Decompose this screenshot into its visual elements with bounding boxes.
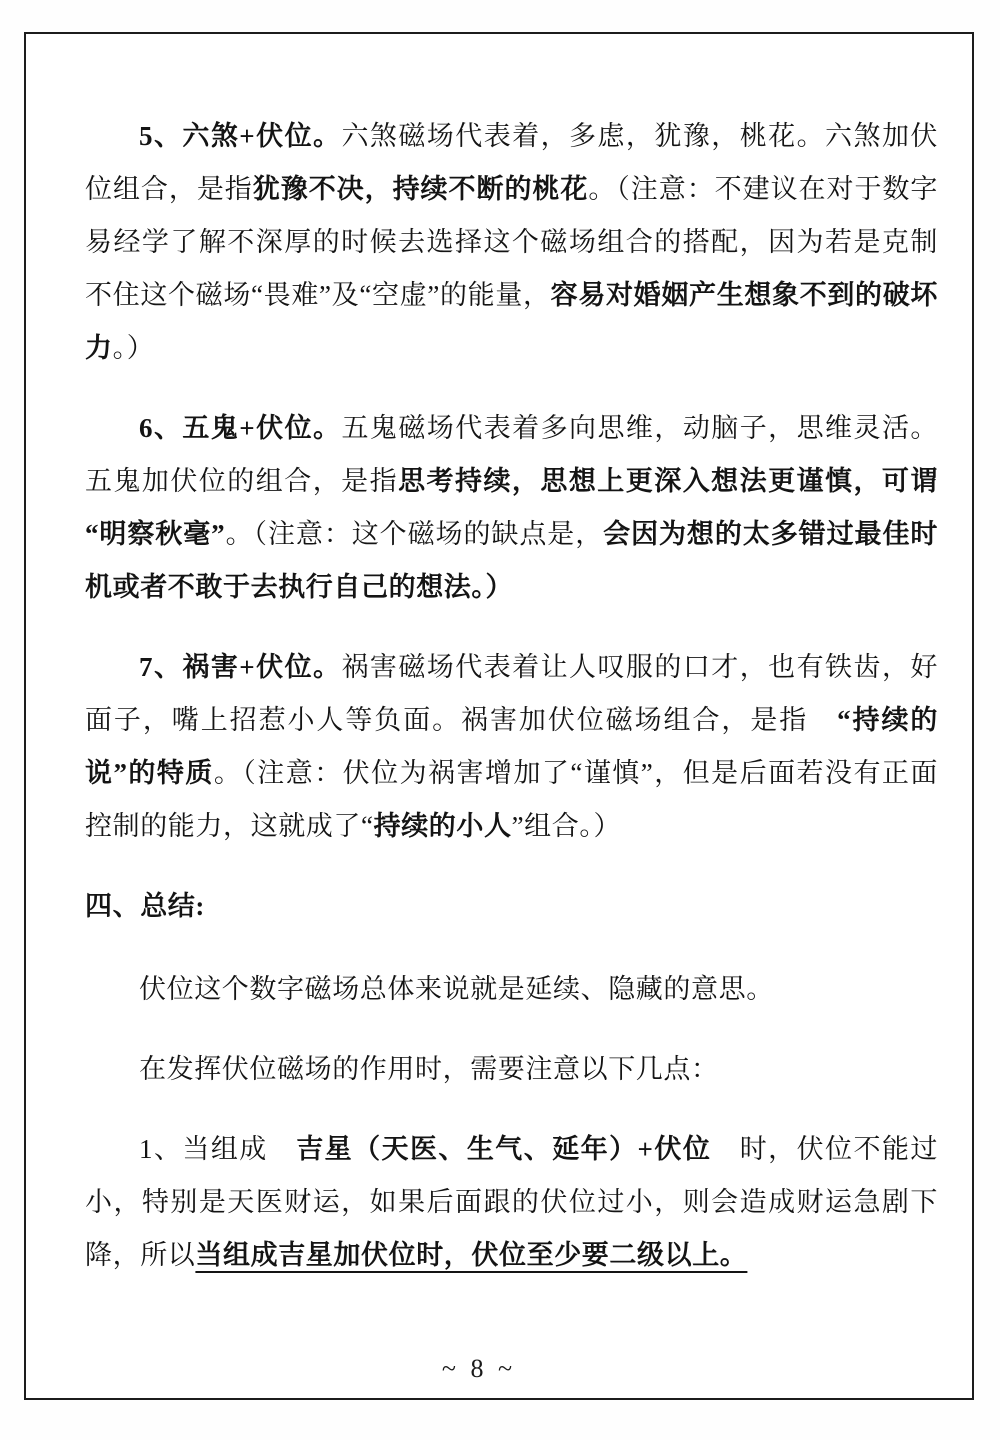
- paragraph-note-1: [85, 1123, 938, 1282]
- text-segment: 7、祸害+伏位。: [139, 652, 342, 682]
- text-segment: 。（注意：不建议在对于数字易经学了解不深厚的时候去选择这个磁场组合的搭配，因为若是克制不住这个磁场“畏难”及“空虚”的能量，: [85, 174, 938, 310]
- paragraph-huohai-fuwei: [85, 641, 938, 853]
- paragraph-wugui-fuwei: [85, 402, 938, 614]
- text-segment: 当组成吉星加伏位时，伏位至少要二级以上。: [195, 1240, 748, 1270]
- text-segment: 。（注意：伏位为祸害增加了“谨慎”，但是后面若没有正面控制的能力，这就成了“: [85, 758, 938, 841]
- text-segment: 。（注意：这个磁场的缺点是，: [225, 519, 604, 549]
- text-segment: 容易对婚姻产生想象不到的破坏力: [85, 280, 938, 363]
- text-segment: 四、总结:: [85, 891, 205, 921]
- paragraph-summary-meaning: [85, 963, 938, 1016]
- text-segment: ”组合。）: [511, 811, 622, 841]
- text-segment: 时，伏位不能过小，特别是天医财运，如果后面跟的伏位过小，则会造成财运急剧下降，所以: [85, 1134, 938, 1270]
- text-segment: “持续的说”的特质: [85, 705, 939, 788]
- text-segment: 1、当组成: [139, 1134, 297, 1164]
- text-segment: 。）: [112, 333, 155, 363]
- text-segment: 五鬼磁场代表着多向思维，动脑子，思维灵活。五鬼加伏位的组合，是指: [85, 413, 938, 496]
- paragraph-summary-notes-intro: [85, 1043, 938, 1096]
- text-segment: 六煞磁场代表着，多虑，犹豫，桃花。六煞加伏位组合，是指: [85, 121, 938, 204]
- page-border-frame: [24, 32, 974, 1400]
- paragraph-liusha-fuwei: [85, 110, 938, 375]
- text-segment: 会因为想的太多错过最佳时机或者不敢于去执行自己的想法。）: [85, 519, 938, 602]
- text-segment: 6、五鬼+伏位。: [139, 413, 342, 443]
- text-segment: 犹豫不决，持续不断的桃花: [252, 174, 589, 204]
- text-segment: 5、六煞+伏位。: [139, 121, 342, 151]
- text-segment: 持续的小人: [373, 811, 512, 841]
- text-segment: 吉星（天医、生气、延年）+伏位: [296, 1134, 712, 1164]
- text-segment: 思考持续，思想上更深入想法更谨慎，可谓“明察秋毫”: [85, 466, 938, 549]
- document-body: [85, 110, 938, 1309]
- text-segment: 伏位这个数字磁场总体来说就是延续、隐藏的意思。: [139, 974, 774, 1004]
- heading-summary: [85, 880, 938, 933]
- text-segment: 祸害磁场代表着让人叹服的口才，也有铁齿，好面子，嘴上招惹小人等负面。祸害加伏位磁场组合，是指: [85, 652, 938, 735]
- text-segment: 在发挥伏位磁场的作用时，需要注意以下几点：: [139, 1054, 719, 1084]
- page-number: ~ 8 ~: [441, 1354, 517, 1383]
